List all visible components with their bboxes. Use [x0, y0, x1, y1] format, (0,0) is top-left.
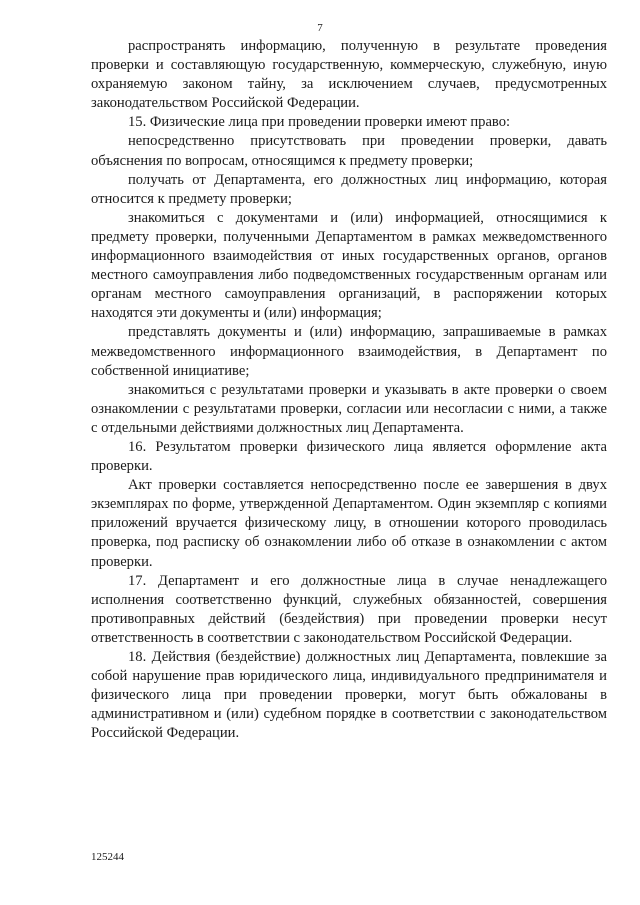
paragraph-confidential-info: распространять информацию, полученную в результате проведения проверки и составляющую государственную, коммерческую, служебную, иную охраняемую законом тайну, за исключением случаев, предусмотренных законодательством Российской Федерации. — [91, 38, 607, 112]
paragraph-15-right-receive-info: получать от Департамента, его должностных лиц информацию, которая относится к предмету проверки; — [91, 171, 607, 207]
paragraph-16-act: Акт проверки составляется непосредственно после ее завершения в двух экземплярах по форме, утвержденной Департаментом. Один экземпляр с копиями приложений вручается физическому лицу, в отношении которого проводилась проверка, под расписку об ознакомлении либо об отказе в ознакомлении с актом проверки. — [91, 477, 607, 570]
paragraph-15-right-review-documents: знакомиться с документами и (или) информацией, относящимися к предмету проверки, полученными Департаментом в рамках межведомственного информационного взаимодействия от иных государственных органов, органов местного самоуправления либо подведомственных государственным органам или органам местного самоуправления организаций, в распоряжении которых находятся эти документы и (или) информация; — [91, 209, 607, 322]
paragraph-18: 18. Действия (бездействие) должностных лиц Департамента, повлекшие за собой нарушение прав юридического лица, индивидуального предпринимателя и физического лица при проведении проверки, могут быть обжалованы в административном и (или) судебном порядке в соответствии с законодательством Российской Федерации. — [91, 649, 607, 742]
paragraph-15-right-review-results: знакомиться с результатами проверки и указывать в акте проверки о своем ознакомлении с результатами проверки, согласии или несогласии с ними, а также с отдельными действиями должностных лиц Департамента. — [91, 381, 607, 436]
paragraph-15-heading: 15. Физические лица при проведении проверки имеют право: — [128, 114, 511, 131]
document-code: 125244 — [91, 851, 124, 863]
page-number: 7 — [317, 22, 323, 34]
paragraph-17: 17. Департамент и его должностные лица в случае ненадлежащего исполнения соответственно функций, служебных обязанностей, совершения противоправных действий (бездействия) при проведении проверки несут ответственность в соответствии с законодательством Российской Федерации. — [91, 572, 607, 646]
paragraph-15-right-submit-documents: представлять документы и (или) информацию, запрашиваемые в рамках межведомственного информационного взаимодействия, в Департамент по собственной инициативе; — [91, 324, 607, 379]
paragraph-15-right-attend: непосредственно присутствовать при проведении проверки, давать объяснения по вопросам, относящимся к предмету проверки; — [91, 133, 607, 169]
document-body — [91, 37, 607, 743]
paragraph-16: 16. Результатом проверки физического лица является оформление акта проверки. — [91, 438, 607, 475]
